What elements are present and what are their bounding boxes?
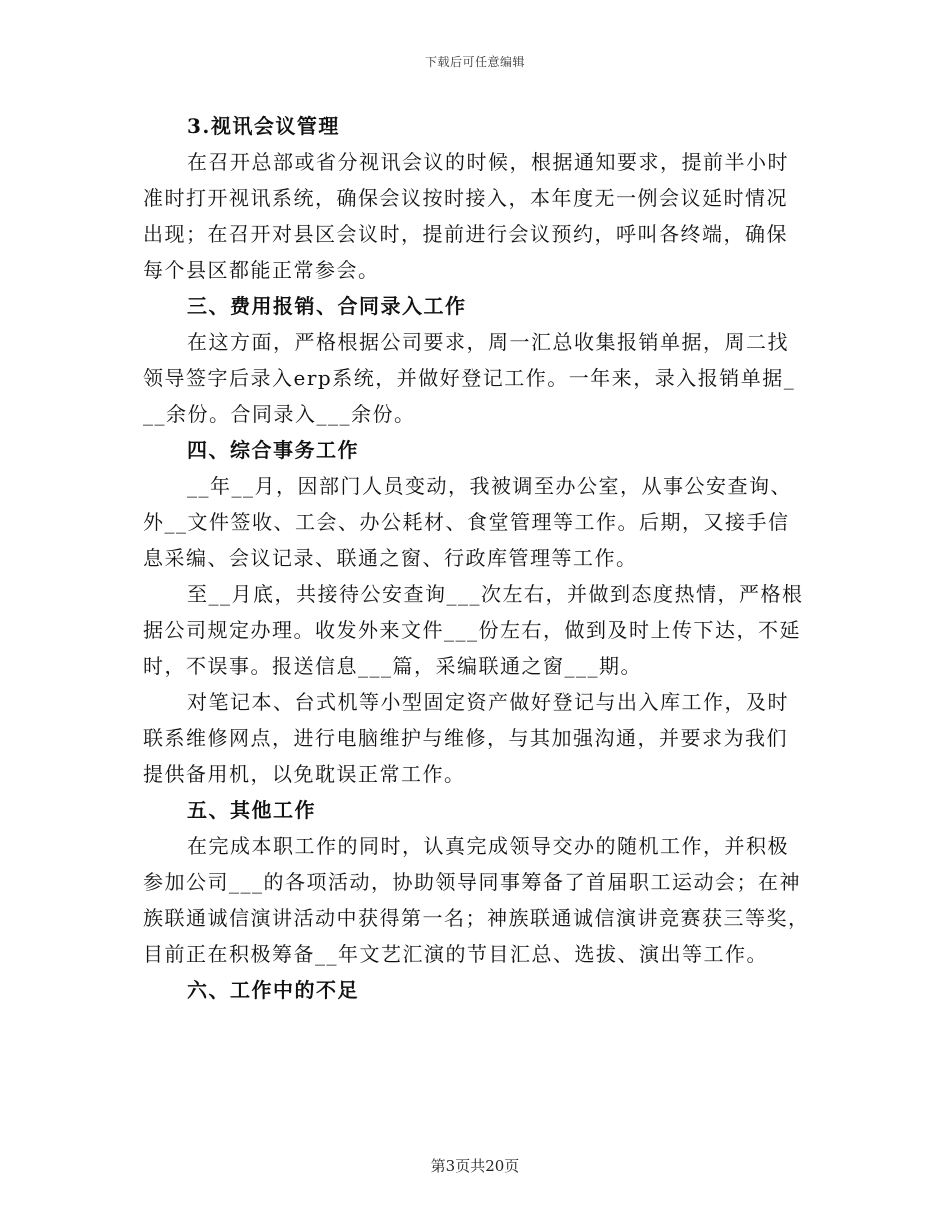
section-heading: 四、综合事务工作 xyxy=(187,438,359,462)
paragraph-line: 息采编、会议记录、联通之窗、行政库管理等工作。 xyxy=(143,546,638,570)
paragraph-line: 领导签字后录入erp系统，并做好登记工作。一年来，录入报销单据_ xyxy=(143,366,796,390)
paragraph-line: __年__月，因部门人员变动，我被调至办公室，从事公安查询、 xyxy=(187,474,792,498)
paragraph-line: 准时打开视讯系统，确保会议按时接入，本年度无一例会议延时情况 xyxy=(143,186,788,210)
paragraph-line: 参加公司___的各项活动，协助领导同事筹备了首届职工运动会；在神 xyxy=(143,870,801,894)
page-header: 下载后可任意编辑 xyxy=(424,55,525,69)
paragraph-line: 联系维修网点，进行电脑维护与维修，与其加强沟通，并要求为我们 xyxy=(143,726,788,750)
section-heading: 三、费用报销、合同录入工作 xyxy=(187,294,467,318)
paragraph-line: 至__月底，共接待公安查询___次左右，并做到态度热情，严格根 xyxy=(187,582,804,606)
paragraph-line: 在这方面，严格根据公司要求，周一汇总收集报销单据，周二找 xyxy=(187,330,789,354)
paragraph-line: 据公司规定办理。收发外来文件___份左右，做到及时上传下达，不延 xyxy=(143,618,801,642)
paragraph-line: __余份。合同录入___余份。 xyxy=(143,402,416,426)
paragraph-line: 时，不误事。报送信息___篇，采编联通之窗___期。 xyxy=(143,654,642,678)
paragraph-line: 每个县区都能正常参会。 xyxy=(143,258,380,282)
paragraph-line: 外__文件签收、工会、办公耗材、食堂管理等工作。后期，又接手信 xyxy=(143,510,790,534)
section-heading: 3.视讯会议管理 xyxy=(187,114,340,138)
section-heading: 五、其他工作 xyxy=(187,798,316,822)
paragraph-line: 目前正在积极筹备__年文艺汇演的节目汇总、选拔、演出等工作。 xyxy=(143,942,768,966)
paragraph-line: 在完成本职工作的同时，认真完成领导交办的随机工作，并积极 xyxy=(187,834,789,858)
paragraph-line: 对笔记本、台式机等小型固定资产做好登记与出入库工作，及时 xyxy=(187,690,789,714)
document-body xyxy=(143,108,810,1008)
section-heading: 六、工作中的不足 xyxy=(187,978,359,1002)
paragraph-line: 在召开总部或省分视讯会议的时候，根据通知要求，提前半小时 xyxy=(187,150,789,174)
page-footer: 第3页共20页 xyxy=(430,1157,520,1175)
paragraph-line: 族联通诚信演讲活动中获得第一名；神族联通诚信演讲竞赛获三等奖， xyxy=(143,906,810,930)
paragraph-line: 提供备用机，以免耽误正常工作。 xyxy=(143,762,466,786)
paragraph-line: 出现；在召开对县区会议时，提前进行会议预约，呼叫各终端，确保 xyxy=(143,222,788,246)
